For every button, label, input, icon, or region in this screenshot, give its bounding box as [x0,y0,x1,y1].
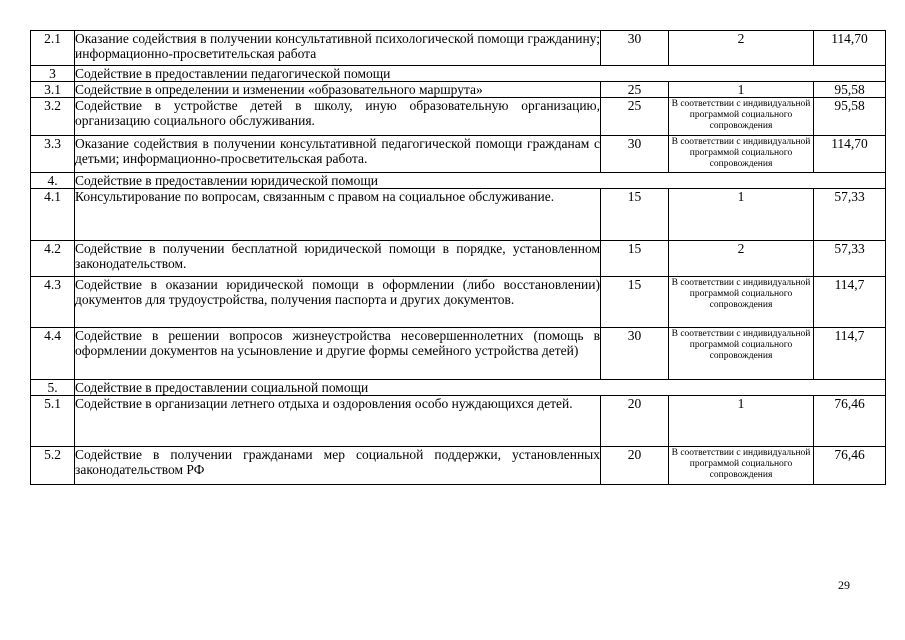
service-hours: 30 [601,136,669,173]
service-cost: 57,33 [814,189,886,241]
table-row [31,328,886,380]
service-hours: 25 [601,98,669,136]
service-name: Содействие в определении и изменении «образовательного маршрута» [75,82,601,98]
row-number: 4.2 [31,241,75,277]
row-number: 5.1 [31,396,75,447]
service-cost: 114,70 [814,136,886,173]
service-cost: 76,46 [814,447,886,485]
table-row [31,82,886,98]
row-number: 3.2 [31,98,75,136]
service-name: Оказание содействия в получении консультативной педагогической помощи гражданам с детьми; информационно-просветительская работа. [75,136,601,173]
section-title: Содействие в предоставлении педагогической помощи [75,66,886,82]
row-number: 3.3 [31,136,75,173]
row-number: 5.2 [31,447,75,485]
service-cost: 114,7 [814,328,886,380]
service-cost: 76,46 [814,396,886,447]
service-name: Консультирование по вопросам, связанным с правом на социальное обслуживание. [75,189,601,241]
service-frequency: В соответствии с индивидуальной программой социального сопровождения [669,136,814,173]
section-row [31,173,886,189]
service-hours: 15 [601,277,669,328]
row-number: 5. [31,380,75,396]
row-number: 3 [31,66,75,82]
service-frequency: 2 [669,241,814,277]
service-name: Содействие в получении бесплатной юридической помощи в порядке, установленном законодательством. [75,241,601,277]
service-frequency: В соответствии с индивидуальной программой социального сопровождения [669,447,814,485]
service-cost: 57,33 [814,241,886,277]
section-row [31,380,886,396]
service-name: Содействие в устройстве детей в школу, иную образовательную организацию, организацию социального обслуживания. [75,98,601,136]
service-cost: 95,58 [814,82,886,98]
service-hours: 20 [601,447,669,485]
services-table [30,30,886,485]
service-hours: 30 [601,328,669,380]
row-number: 2.1 [31,31,75,66]
service-hours: 15 [601,189,669,241]
service-frequency: В соответствии с индивидуальной программой социального сопровождения [669,277,814,328]
table-row [31,447,886,485]
service-frequency: В соответствии с индивидуальной программой социального сопровождения [669,98,814,136]
service-cost: 114,70 [814,31,886,66]
service-frequency: 2 [669,31,814,66]
table-row [31,396,886,447]
service-name: Содействие в получении гражданами мер социальной поддержки, установленных законодательством РФ [75,447,601,485]
service-frequency: В соответствии с индивидуальной программой социального сопровождения [669,328,814,380]
service-hours: 15 [601,241,669,277]
service-hours: 20 [601,396,669,447]
table-row [31,189,886,241]
row-number: 4.1 [31,189,75,241]
service-name: Содействие в оказании юридической помощи в оформлении (либо восстановлении) документов для трудоустройства, получения паспорта и других документов. [75,277,601,328]
service-frequency: 1 [669,396,814,447]
section-row [31,66,886,82]
service-hours: 30 [601,31,669,66]
service-frequency: 1 [669,189,814,241]
page-number: 29 [838,578,850,592]
row-number: 4.3 [31,277,75,328]
service-frequency: 1 [669,82,814,98]
section-title: Содействие в предоставлении юридической помощи [75,173,886,189]
service-cost: 114,7 [814,277,886,328]
table-row [31,136,886,173]
section-title: Содействие в предоставлении социальной помощи [75,380,886,396]
service-cost: 95,58 [814,98,886,136]
table-row [31,98,886,136]
service-name: Содействие в решении вопросов жизнеустройства несовершеннолетних (помощь в оформлении документов на усыновление и другие формы семейного устройства детей) [75,328,601,380]
table-row [31,241,886,277]
service-name: Оказание содействия в получении консультативной психологической помощи гражданину; информационно-просветительская работа [75,31,601,66]
row-number: 4.4 [31,328,75,380]
service-hours: 25 [601,82,669,98]
row-number: 3.1 [31,82,75,98]
table-row [31,31,886,66]
table-row [31,277,886,328]
row-number: 4. [31,173,75,189]
service-name: Содействие в организации летнего отдыха и оздоровления особо нуждающихся детей. [75,396,601,447]
